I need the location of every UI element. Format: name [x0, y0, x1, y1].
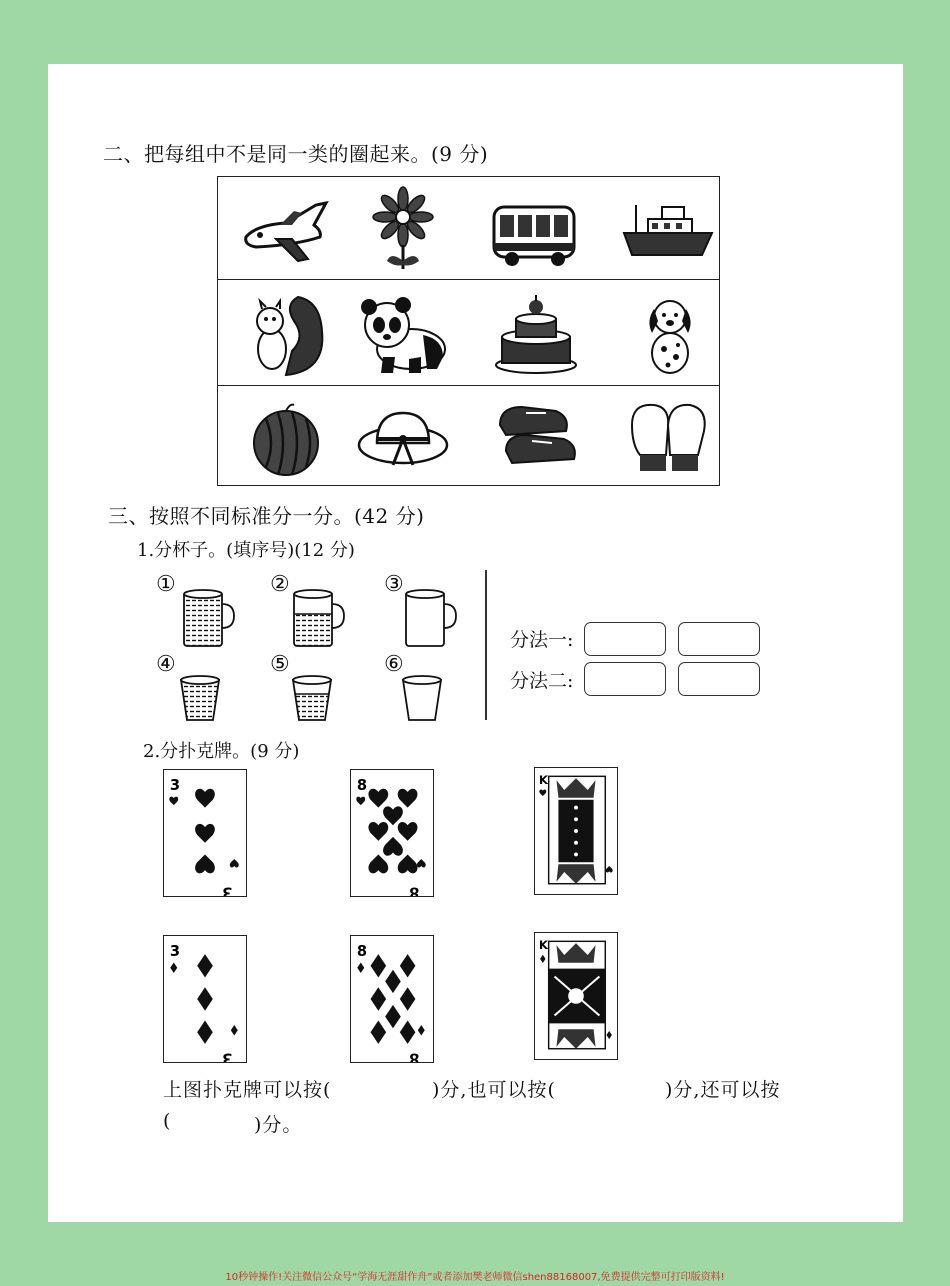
card-3-diamonds[interactable] [163, 935, 247, 1063]
cup-full-icon[interactable] [178, 674, 222, 722]
cup-empty-icon[interactable] [400, 674, 444, 722]
fill-blank-line1c: )分,还可以按 [665, 1079, 781, 1101]
card-rank: 3 [169, 777, 181, 795]
card-rank-inverted: 3 [222, 883, 233, 896]
card-rank: K [538, 773, 548, 788]
card-rank: 8 [356, 943, 368, 961]
cup-number: ② [270, 572, 290, 597]
card-rank: 8 [356, 777, 368, 795]
hat-icon[interactable] [353, 395, 453, 483]
dalmatian-icon[interactable] [618, 291, 718, 379]
method2-answer-box-2[interactable] [678, 662, 760, 696]
shoes-icon[interactable] [486, 395, 586, 483]
mug-empty-icon[interactable] [402, 588, 458, 648]
section2-title: 二、把每组中不是同一类的圈起来。(9 分) [103, 142, 489, 166]
fill-blank-line2a: ( [163, 1110, 172, 1132]
mug-full-icon[interactable] [180, 588, 236, 648]
method1-label: 分法一: [510, 629, 574, 651]
cup-number: ③ [384, 572, 404, 597]
q1-title: 1.分杯子。(填序号)(12 分) [137, 540, 355, 561]
odd-one-out-grid [217, 176, 720, 486]
cup-number: ① [156, 572, 176, 597]
cup-number: ⑥ [384, 652, 404, 677]
ship-icon[interactable] [618, 185, 718, 273]
fill-blank-line1a: 上图扑克牌可以按( [163, 1079, 332, 1101]
section3-title: 三、按照不同标准分一分。(42 分) [108, 504, 425, 528]
card-rank-inverted: 3 [222, 1049, 233, 1062]
cup-half-icon[interactable] [290, 674, 334, 722]
method2-answer-box-1[interactable] [584, 662, 666, 696]
grid-row-vehicles [218, 177, 719, 280]
boxing-gloves-icon[interactable] [618, 395, 718, 483]
card-3-hearts[interactable] [163, 769, 247, 897]
card-rank-inverted: 8 [409, 1049, 420, 1062]
airplane-icon[interactable] [236, 185, 336, 273]
method2-label: 分法二: [510, 670, 574, 692]
bus-icon[interactable] [486, 185, 586, 273]
watermelon-icon[interactable] [236, 395, 336, 483]
fill-blank-line2b: )分。 [254, 1114, 303, 1136]
footer-notice: 10秒钟操作!关注微信公众号“学海无涯甜作舟”或者添加樊老师微信shen88168007,免费提供完整可打印版资料! [225, 1272, 725, 1283]
card-rank: 3 [169, 943, 181, 961]
card-K-hearts[interactable] [534, 767, 618, 895]
cup-number: ④ [156, 652, 176, 677]
squirrel-icon[interactable] [236, 291, 336, 379]
panda-icon[interactable] [353, 291, 453, 379]
card-8-hearts[interactable] [350, 769, 434, 897]
method1-answer-box-1[interactable] [584, 622, 666, 656]
card-K-diamonds[interactable] [534, 932, 618, 1060]
card-rank: K [538, 938, 548, 953]
cup-number: ⑤ [270, 652, 290, 677]
flower-icon[interactable] [353, 185, 453, 273]
grid-row-animals [218, 283, 719, 386]
card-8-diamonds[interactable] [350, 935, 434, 1063]
card-rank-inverted: 8 [409, 883, 420, 896]
fill-blank-line1b: )分,也可以按( [432, 1079, 556, 1101]
method1-answer-box-2[interactable] [678, 622, 760, 656]
grid-row-items [218, 387, 719, 490]
q2-title: 2.分扑克牌。(9 分) [143, 741, 300, 762]
mug-half-icon[interactable] [290, 588, 346, 648]
divider [485, 570, 487, 720]
cake-icon[interactable] [486, 291, 586, 379]
